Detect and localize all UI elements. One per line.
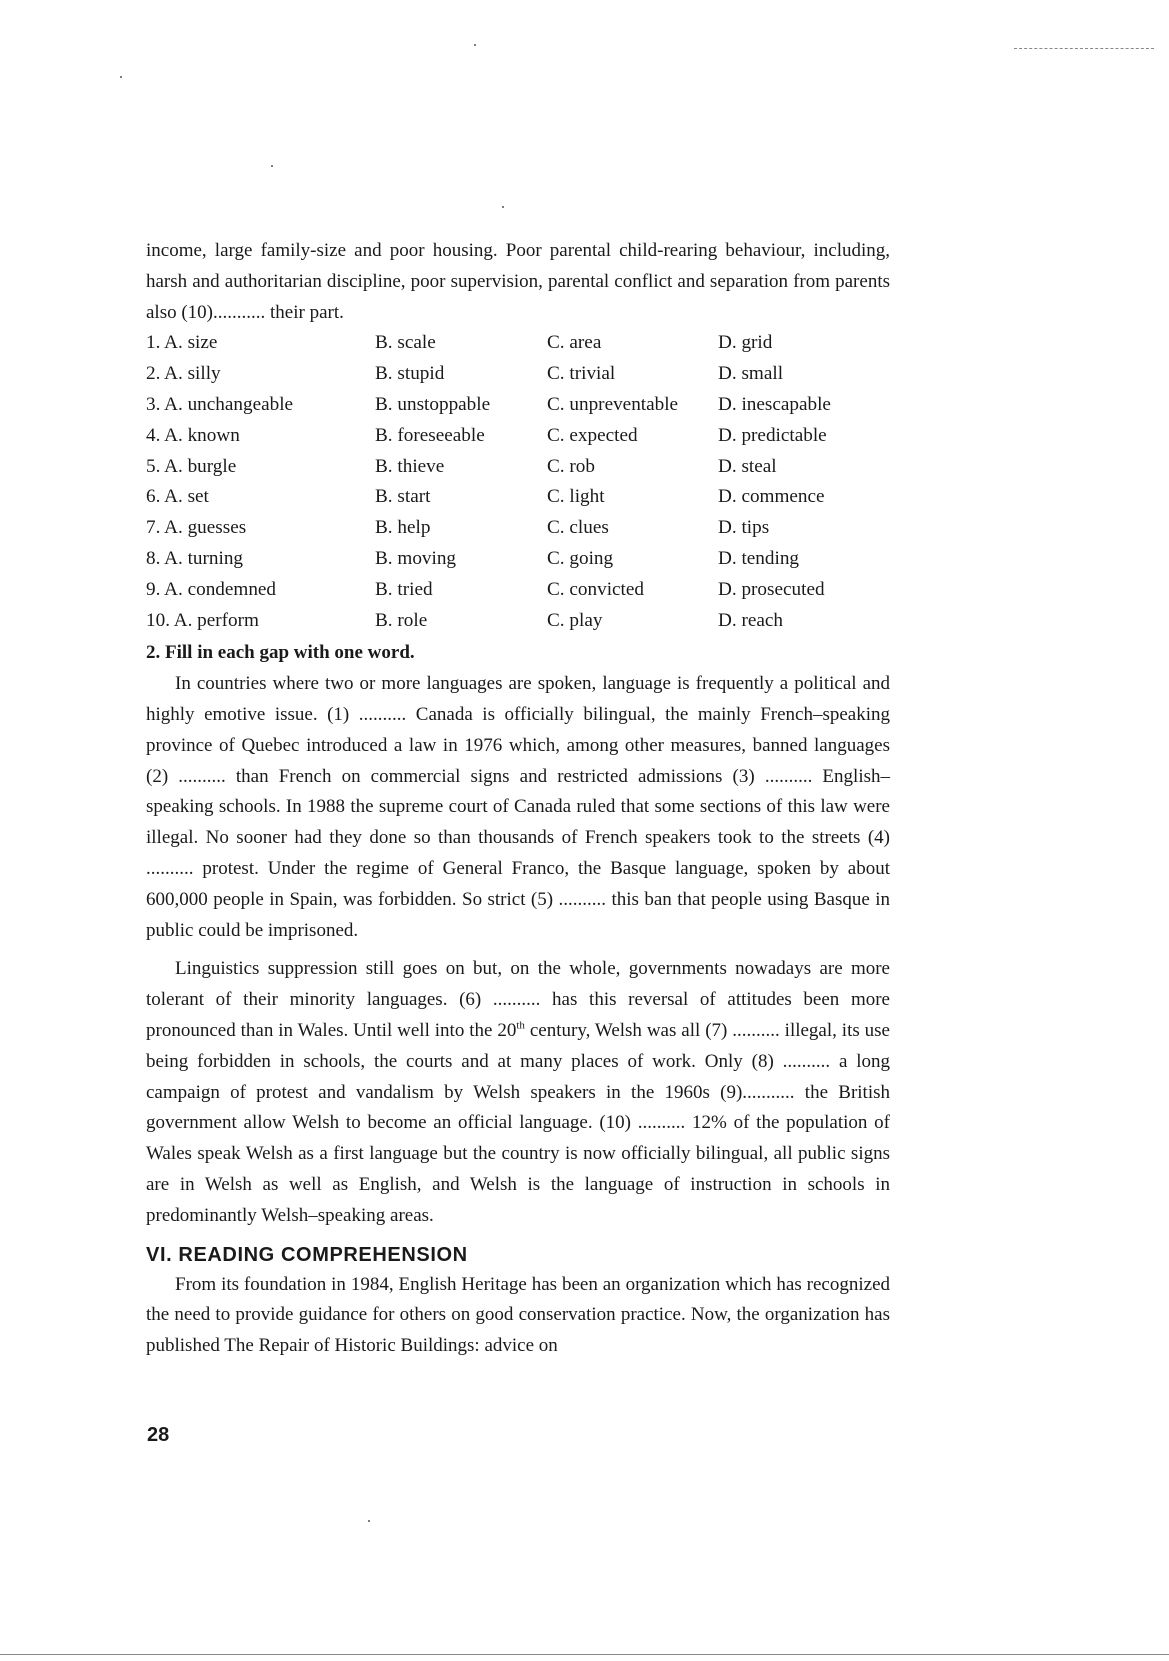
option-a: 8. A. turning (146, 547, 244, 569)
option-c: C. rob (547, 455, 595, 477)
question-row (146, 606, 890, 637)
option-a: 9. A. condemned (146, 578, 277, 600)
option-a: 3. A. unchangeable (146, 393, 294, 415)
scan-speck (271, 165, 273, 167)
intro-paragraph: income, large family-size and poor housing. Poor parental child-rearing behaviour, including, harsh and authoritarian discipline, poor supervision, parental conflict and separation from parents also (10)........... their part. (146, 240, 890, 323)
question-row (146, 421, 890, 452)
option-b: B. unstoppable (375, 393, 491, 415)
reading-paragraph: From its foundation in 1984, English Heritage has been an organization which has recognized the need to provide guidance for others on good conservation practice. Now, the organization has published The Repair of Historic Buildings: advice on (146, 1273, 890, 1357)
option-d: D. predictable (718, 424, 827, 446)
option-c: C. light (547, 486, 605, 508)
option-c: C. play (547, 609, 603, 631)
option-c: C. trivial (547, 363, 616, 385)
option-d: D. tending (718, 547, 800, 569)
option-b: B. start (375, 486, 431, 508)
option-c: C. clues (547, 517, 609, 539)
option-b: B. moving (375, 547, 457, 569)
scan-speck (502, 206, 504, 208)
scan-speck (120, 76, 122, 78)
option-a: 5. A. burgle (146, 455, 237, 477)
option-d: D. reach (718, 609, 783, 631)
option-a: 10. A. perform (146, 609, 259, 631)
paragraph-2-text-end: century, Welsh was all (7) .......... illegal, its use being forbidden in schools, the courts and at many places of work. Only (8) .......... a long campaign of protest and vandalism by Welsh speakers in the 1960s (9)........... the British government allow Welsh to become an official language. (10) .......... 12% of the population of Wales speak Welsh as a first language but the country is now officially bilingual, all public signs are in Welsh as well as English, and Welsh is the language of instruction in schools in predominantly Welsh–speaking areas. (146, 1019, 890, 1226)
option-a: 6. A. set (146, 486, 209, 508)
option-d: D. prosecuted (718, 578, 825, 600)
option-a: 1. A. size (146, 332, 218, 354)
option-a: 4. A. known (146, 424, 240, 446)
exercise-2-paragraph-2 (146, 954, 890, 1231)
option-a: 7. A. guesses (146, 517, 247, 539)
option-d: D. inescapable (718, 393, 831, 415)
section-heading: VI. READING COMPREHENSION (146, 1243, 468, 1266)
option-d: D. small (718, 363, 784, 385)
question-row (146, 452, 890, 483)
scan-speck (368, 1520, 370, 1522)
option-d: D. tips (718, 517, 770, 539)
page-content (146, 236, 890, 1362)
exercise-2-heading: 2. Fill in each gap with one word. (146, 642, 415, 664)
option-b: B. help (375, 517, 431, 539)
option-d: D. commence (718, 486, 825, 508)
option-c: C. expected (547, 424, 638, 446)
option-d: D. grid (718, 332, 773, 354)
scan-edge-mark (1014, 48, 1154, 50)
ordinal-suffix: th (516, 1019, 525, 1032)
option-c: C. going (547, 547, 614, 569)
page-number: 28 (147, 1424, 170, 1446)
option-b: B. foreseeable (375, 424, 485, 446)
option-b: B. role (375, 609, 428, 631)
option-b: B. thieve (375, 455, 445, 477)
option-c: C. area (547, 332, 602, 354)
option-b: B. stupid (375, 363, 445, 385)
exercise-2-paragraph-1: In countries where two or more languages are spoken, language is frequently a political and highly emotive issue. (1) .......... Canada is officially bilingual, the mainly French–speaking province of Quebec introduced a law in 1976 which, among other measures, banned languages (2) .......... than French on commercial signs and restricted admissions (3) .......... English–speaking schools. In 1988 the supreme court of Canada ruled that some sections of this law were illegal. No sooner had they done so than thousands of French speakers took to the streets (4) .......... protest. Under the regime of General Franco, the Basque language, spoken by about 600,000 people in Spain, was forbidden. So strict (5) .......... this ban that people using Basque in public could be imprisoned. (146, 673, 890, 941)
scan-bottom-edge (0, 1654, 1169, 1655)
question-row (146, 359, 890, 390)
option-c: C. unpreventable (547, 393, 679, 415)
question-row (146, 544, 890, 575)
option-b: B. scale (375, 332, 436, 354)
option-d: D. steal (718, 455, 777, 477)
scan-speck (474, 44, 476, 46)
option-a: 2. A. silly (146, 363, 221, 385)
question-row (146, 328, 890, 359)
question-row (146, 575, 890, 606)
question-row (146, 482, 890, 513)
multiple-choice-options (146, 328, 890, 636)
question-row (146, 513, 890, 544)
paragraph-2-text-start: Linguistics suppression still goes on but, on the whole, governments nowadays are more tolerant of their minority languages. (6) .......... has this reversal of attitudes been more pronounced than in Wales. Until well into the 20 (146, 958, 890, 1041)
question-row (146, 390, 890, 421)
option-c: C. convicted (547, 578, 644, 600)
option-b: B. tried (375, 578, 433, 600)
